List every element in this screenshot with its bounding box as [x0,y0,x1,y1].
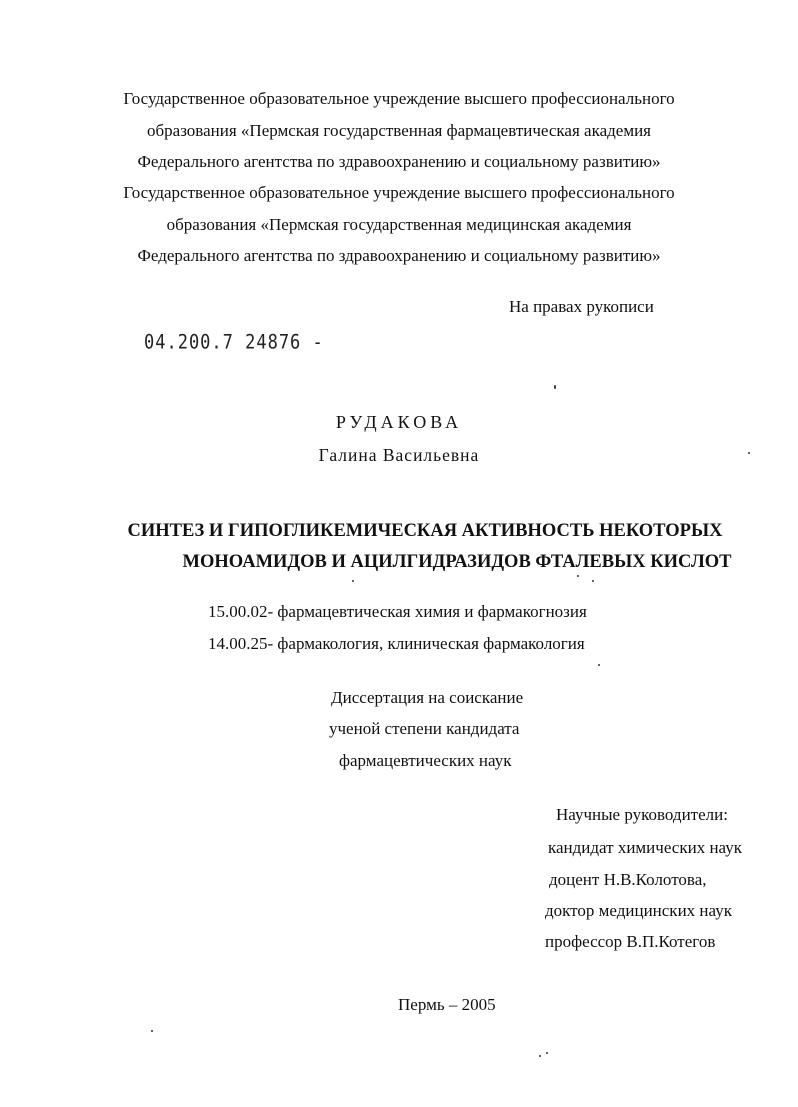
supervisor-line-3: доктор медицинских наук [545,901,732,920]
institution-line-6: Федерального агентства по здравоохранению и социальному развитию» [137,246,661,265]
institution-line-3: Федерального агентства по здравоохранению и социальному развитию» [137,152,661,171]
scan-speck [598,664,600,666]
dissertation-line-2: ученой степени кандидата [329,719,520,738]
scan-speck [352,580,354,582]
scan-speck [554,385,556,389]
dissertation-line-3: фармацевтических наук [339,751,512,770]
place-year: Пермь – 2005 [398,995,496,1014]
institution-line-5: образования «Пермская государственная медицинская академия [166,215,632,234]
title-line-2: МОНОАМИДОВ И АЦИЛГИДРАЗИДОВ ФТАЛЕВЫХ КИСЛОТ [182,552,732,572]
stamp-number: 04.200.7 24876 - [144,331,324,354]
scan-speck [539,1055,541,1057]
supervisor-line-1: кандидат химических наук [548,838,742,857]
scan-speck [592,580,594,582]
scan-speck [546,1052,548,1054]
author-surname: РУДАКОВА [335,412,463,432]
scan-speck [577,575,579,577]
institution-line-4: Государственное образовательное учреждение высшего профессионального [123,183,675,202]
author-name: Галина Васильевна [318,445,480,465]
supervisor-line-4: профессор В.П.Котегов [545,932,716,951]
title-line-1: СИНТЕЗ И ГИПОГЛИКЕМИЧЕСКАЯ АКТИВНОСТЬ НЕКОТОРЫХ [127,521,723,541]
supervisor-line-2: доцент Н.В.Колотова, [549,870,707,889]
manuscript-note: На правах рукописи [509,297,654,316]
specialty-1: 15.00.02- фармацевтическая химия и фармакогнозия [208,602,587,621]
institution-line-2: образования «Пермская государственная фармацевтическая академия [147,121,651,140]
dissertation-line-1: Диссертация на соискание [331,688,524,707]
scan-speck [151,1030,153,1032]
specialty-2: 14.00.25- фармакология, клиническая фармакология [208,634,585,653]
institution-line-1: Государственное образовательное учреждение высшего профессионального [123,89,675,108]
supervisors-heading: Научные руководители: [556,805,728,824]
scan-speck [748,452,750,454]
